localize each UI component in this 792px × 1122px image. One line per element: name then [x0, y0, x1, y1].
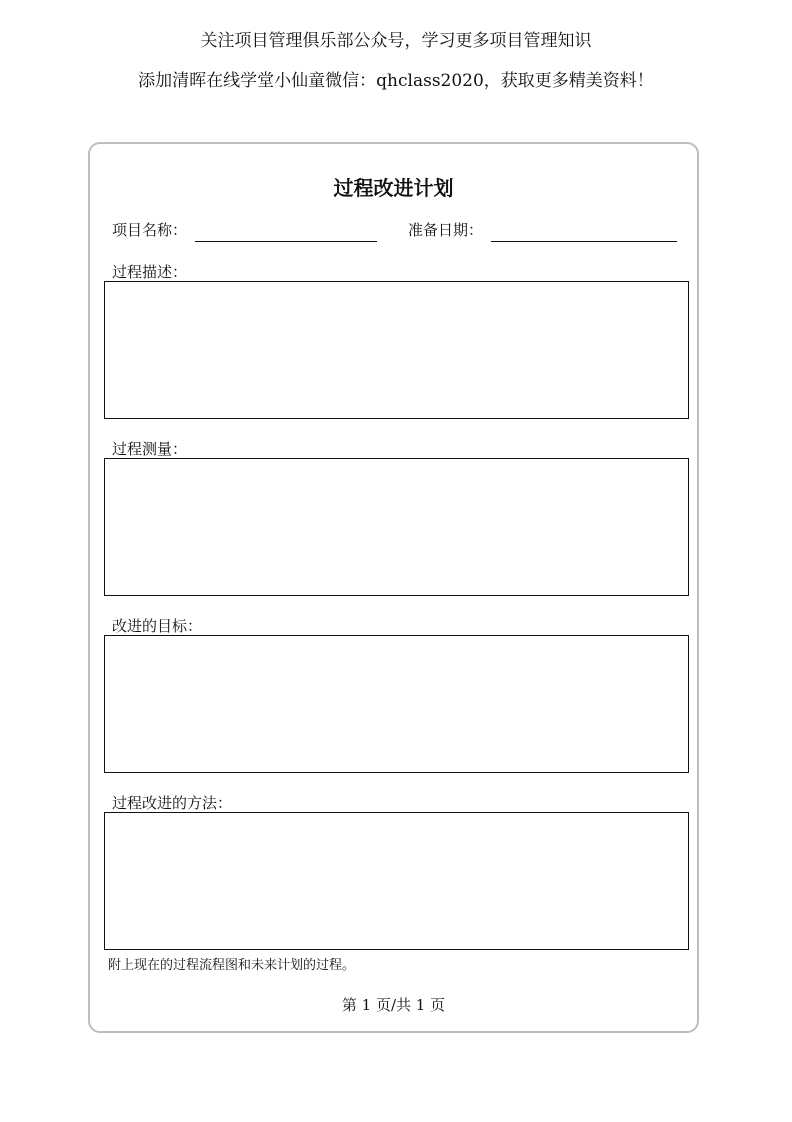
improvement-method-label: 过程改进的方法： — [112, 794, 233, 812]
form-card — [88, 142, 699, 1033]
footnote: 附上现在的过程流程图和未来计划的过程。 — [108, 958, 356, 973]
form-title: 过程改进计划 — [333, 176, 454, 200]
prep-date-field[interactable] — [491, 223, 677, 242]
process-measurement-box[interactable] — [104, 458, 689, 596]
process-description-label: 过程描述： — [112, 263, 188, 281]
process-description-box[interactable] — [104, 281, 689, 419]
project-name-label: 项目名称： — [112, 221, 188, 239]
project-name-field[interactable] — [195, 223, 377, 242]
improvement-method-box[interactable] — [104, 812, 689, 950]
prep-date-label: 准备日期： — [408, 221, 484, 239]
improvement-goal-box[interactable] — [104, 635, 689, 773]
header-notice-line-1: 关注项目管理俱乐部公众号，学习更多项目管理知识 — [200, 31, 592, 51]
improvement-goal-label: 改进的目标： — [112, 617, 203, 635]
prep-date-row — [408, 218, 677, 242]
header-notice-line-2: 添加清晖在线学堂小仙童微信：qhclass2020，获取更多精美资料！ — [138, 71, 654, 91]
process-measurement-label: 过程测量： — [112, 440, 188, 458]
page-number: 第 1 页/共 1 页 — [341, 996, 446, 1014]
project-name-row — [112, 218, 377, 242]
